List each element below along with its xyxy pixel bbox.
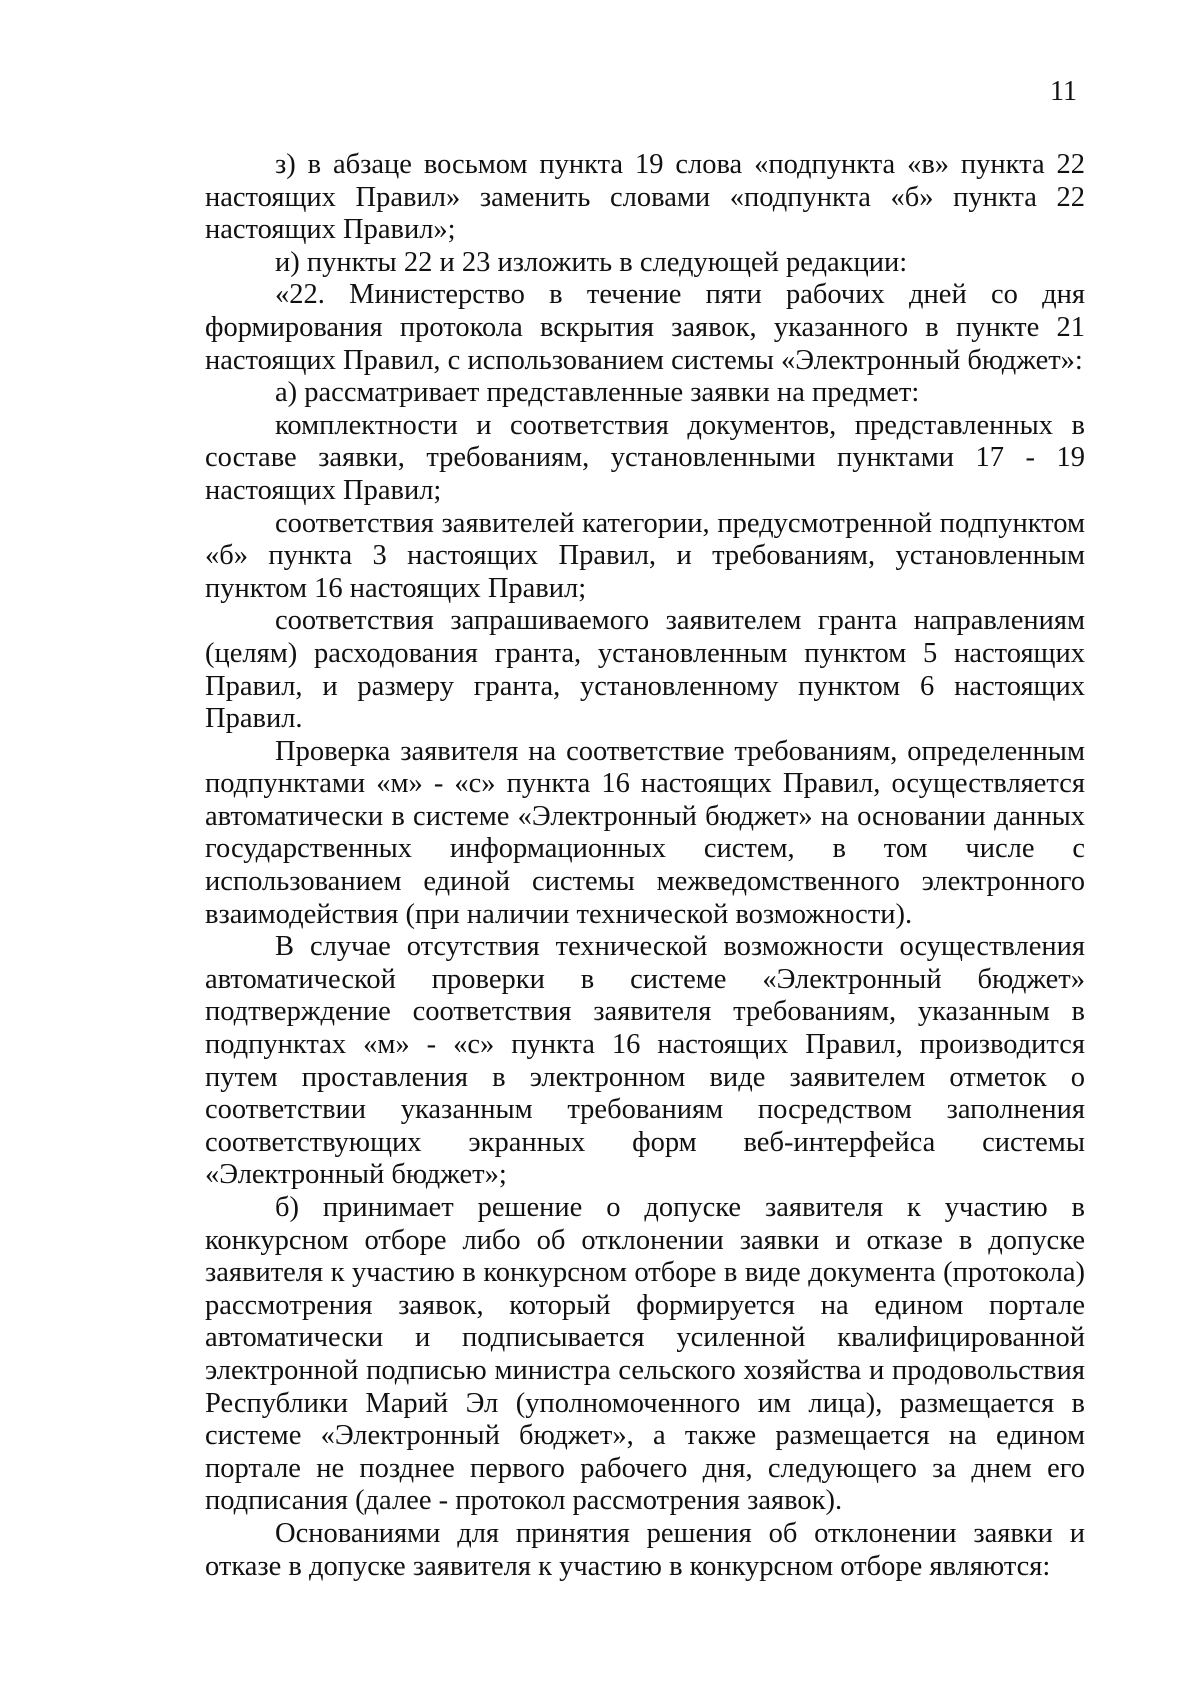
page-number: 11 [1050, 76, 1077, 107]
paragraph-amendment-z: з) в абзаце восьмом пункта 19 слова «подпункта «в» пункта 22 настоящих Правил» заменить словами «подпункта «б» пункта 22 настоящих Правил»; [205, 149, 1085, 246]
paragraph-completeness: комплектности и соответствия документов, представленных в составе заявки, требованиям, установленными пунктами 17 - 19 настоящих Правил; [205, 409, 1085, 506]
paragraph-grant-purposes: соответствия запрашиваемого заявителем гранта направлениям (целям) расходования гранта, установленным пунктом 5 настоящих Правил, и размеру гранта, установленному пунктом 6 настоящих Правил. [205, 605, 1085, 735]
paragraph-item-22: «22. Министерство в течение пяти рабочих дней со дня формирования протокола вскрытия заявок, указанного в пункте 21 настоящих Правил, с использованием системы «Электронный бюджет»: [205, 279, 1085, 376]
paragraph-amendment-i: и) пункты 22 и 23 изложить в следующей редакции: [275, 246, 908, 278]
paragraph-automatic-check: Проверка заявителя на соответствие требованиям, определенным подпунктами «м» - «с» пункта 16 настоящих Правил, осуществляется автоматически в системе «Электронный бюджет» на основании данных государственных информационных систем, в том числе с использованием единой системы межведомственного электронного взаимодействия (при наличии технической возможности). [205, 735, 1085, 930]
paragraph-rejection-grounds: Основаниями для принятия решения об отклонении заявки и отказе в допуске заявителя к участию в конкурсном отборе являются: [205, 1517, 1085, 1582]
paragraph-no-technical-possibility: В случае отсутствия технической возможности осуществления автоматической проверки в системе «Электронный бюджет» подтверждение соответствия заявителя требованиям, указанным в подпунктах «м» - «с» пункта 16 настоящих Правил, производится путем проставления в электронном виде заявителем отметок о соответствии указанным требованиям посредством заполнения соответствующих экранных форм веб-интерфейса системы «Электронный бюджет»; [205, 931, 1085, 1191]
paragraph-subitem-b: б) принимает решение о допуске заявителя к участию в конкурсном отборе либо об отклонении заявки и отказе в допуске заявителя к участию в конкурсном отборе в виде документа (протокола) рассмотрения заявок, который формируется на едином портале автоматически и подписывается усиленной квалифицированной электронной подписью министра сельского хозяйства и продовольствия Республики Марий Эл (уполномоченного им лица), размещается в системе «Электронный бюджет», а также размещается на едином портале не позднее первого рабочего дня, следующего за днем его подписания (далее - протокол рассмотрения заявок). [205, 1192, 1085, 1517]
paragraph-subitem-a: а) рассматривает представленные заявки на предмет: [275, 377, 920, 409]
document-body [205, 149, 1085, 1583]
paragraph-applicant-category: соответствия заявителей категории, предусмотренной подпунктом «б» пункта 3 настоящих Правил, и требованиям, установленным пунктом 16 настоящих Правил; [205, 507, 1085, 604]
